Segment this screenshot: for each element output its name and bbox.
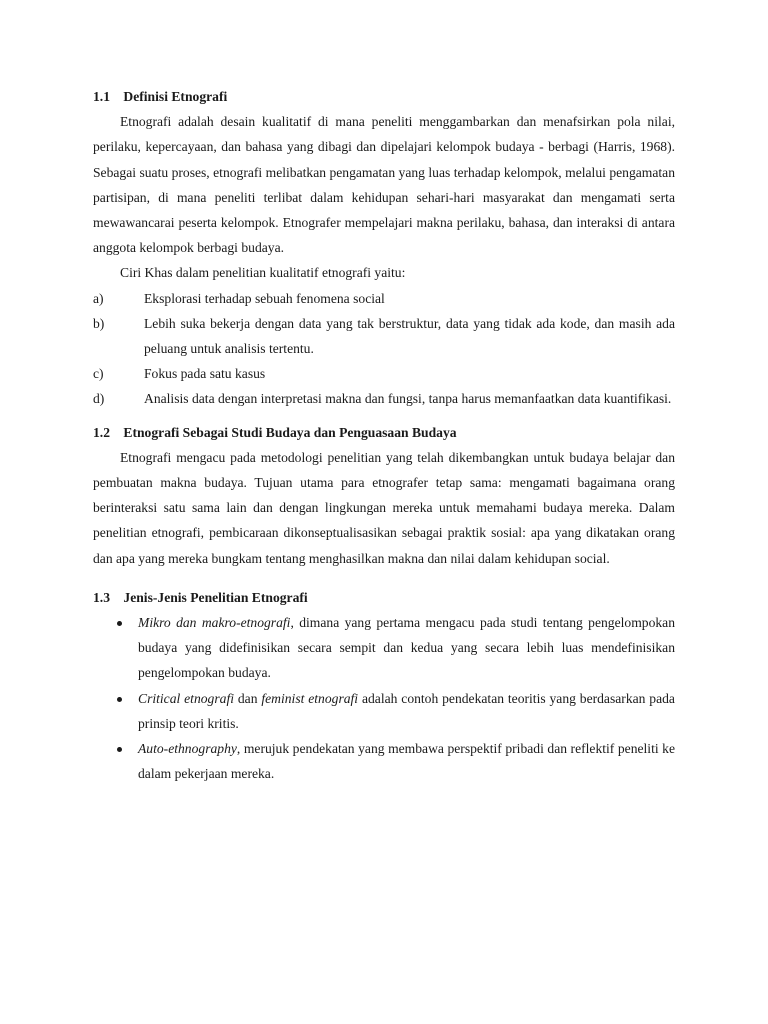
- italic-term: Mikro dan makro-etnografi: [138, 615, 291, 631]
- list-marker: d): [93, 391, 105, 407]
- section-heading: [93, 585, 675, 610]
- list-item: [93, 286, 675, 311]
- section-number: 1.3: [93, 589, 110, 605]
- bullet-icon: [117, 621, 122, 626]
- list-item-text: Analisis data dengan interpretasi makna dan fungsi, tanpa harus memanfaatkan data kuantifikasi.: [144, 391, 672, 407]
- section-title: Etnografi Sebagai Studi Budaya dan Penguasaan Budaya: [123, 424, 457, 440]
- list-marker: c): [93, 366, 104, 382]
- section-number: 1.2: [93, 424, 110, 440]
- section-title: Definisi Etnografi: [123, 89, 228, 104]
- italic-term: Auto-ethnography: [138, 741, 237, 757]
- bullet-icon: [117, 697, 122, 702]
- bullet-item: [93, 736, 675, 786]
- bullet-text: , merujuk pendekatan yang membawa perspektif pribadi dan reflektif peneliti ke dalam pekerjaan mereka.: [138, 741, 675, 782]
- list-item-text: Eksplorasi terhadap sebuah fenomena social: [144, 290, 385, 306]
- list-item: [93, 386, 675, 411]
- list-item: [93, 311, 675, 361]
- section-number: 1.1: [93, 89, 110, 104]
- lettered-list: [93, 286, 675, 412]
- document-page: [93, 84, 675, 786]
- section-heading: [93, 420, 675, 445]
- section-heading: [93, 84, 675, 109]
- list-item-text: Fokus pada satu kasus: [144, 366, 266, 382]
- bullet-icon: [117, 747, 122, 752]
- paragraph: Etnografi mengacu pada metodologi penelitian yang telah dikembangkan untuk budaya belajar dan pembuatan makna budaya. Tujuan utama para etnografer tetap sama: mengamati bagaimana orang berinteraksi satu sama lain dan dengan lingkungan mereka untuk memahami budaya mereka. Dalam penelitian etnografi, pembicaraan dikonseptualisasikan sebagai praktik sosial: apa yang dikatakan orang dan apa yang mereka bungkam tentang menghasilkan makna dan nilai dalam kehidupan social.: [93, 449, 675, 566]
- italic-term: feminist etnografi: [261, 690, 359, 706]
- list-item-text: Lebih suka bekerja dengan data yang tak berstruktur, data yang tidak ada kode, dan masih ada peluang untuk analisis tertentu.: [144, 315, 675, 357]
- bullet-list: [93, 610, 675, 786]
- bullet-text: , dimana yang pertama mengacu pada studi tentang pengelompokan budaya yang didefinisikan secara sempit dan kedua yang secara lebih luas mendefinisikan pengelompokan budaya.: [138, 615, 675, 681]
- list-item: [93, 361, 675, 386]
- italic-term: Critical etnografi: [138, 690, 234, 706]
- bullet-item: [93, 610, 675, 686]
- paragraph: Ciri Khas dalam penelitian kualitatif etnografi yaitu:: [120, 265, 406, 281]
- list-marker: b): [93, 315, 105, 331]
- bullet-text: adalah contoh pendekatan teoritis yang berdasarkan pada prinsip teori kritis.: [138, 690, 675, 731]
- list-marker: a): [93, 290, 104, 306]
- bullet-item: [93, 686, 675, 736]
- section-title: Jenis-Jenis Penelitian Etnografi: [123, 589, 308, 605]
- paragraph: Etnografi adalah desain kualitatif di mana peneliti menggambarkan dan menafsirkan pola nilai, perilaku, kepercayaan, dan bahasa yang dibagi dan dipelajari kelompok budaya - berbagi (Harris, 1968). Sebagai suatu proses, etnografi melibatkan pengamatan yang luas terhadap kelompok, melalui pengamatan partisipan, di mana peneliti terlibat dalam kehidupan sehari-hari masyarakat dan mengamati serta mewawancarai peserta kelompok. Etnografer mempelajari makna perilaku, bahasa, dan interaksi di antara anggota kelompok berbagi budaya.: [93, 114, 675, 256]
- bullet-connector: dan: [234, 690, 262, 706]
